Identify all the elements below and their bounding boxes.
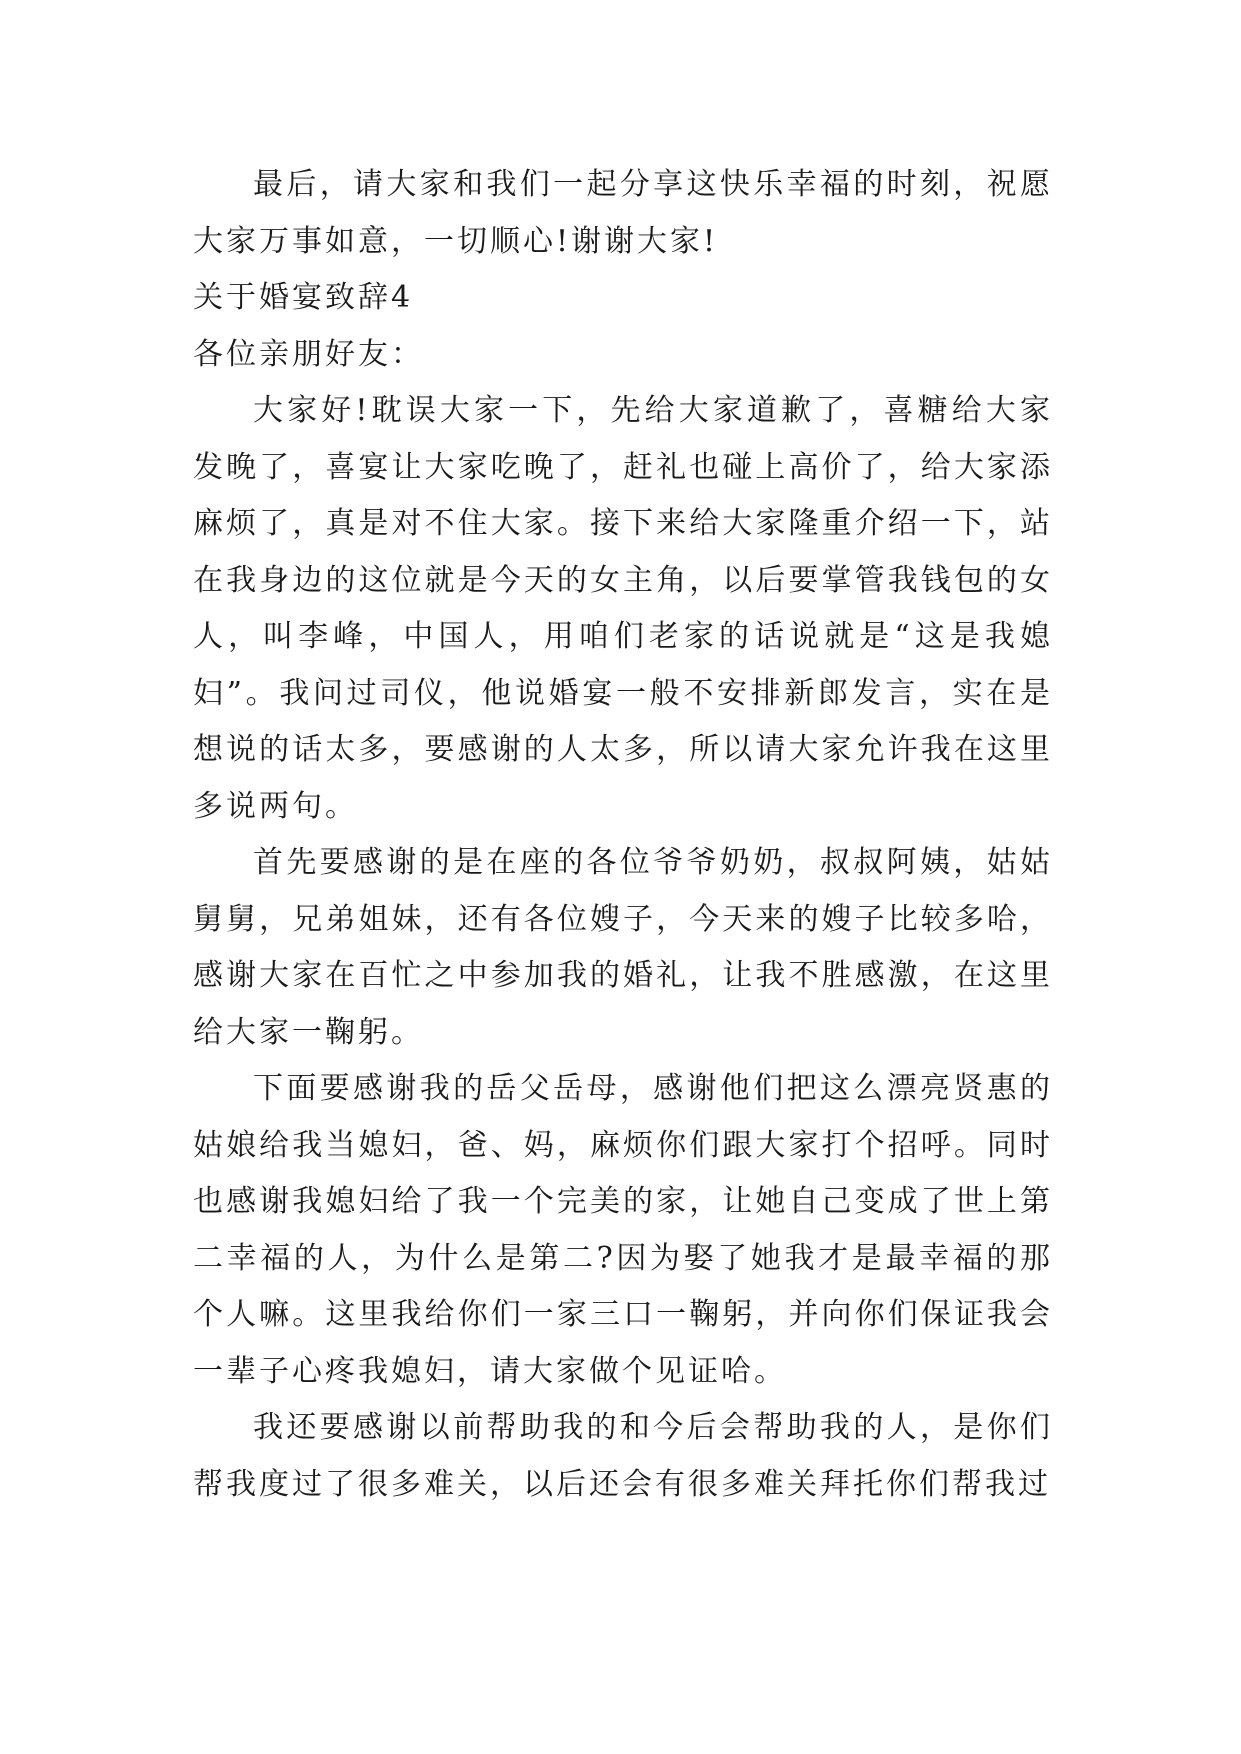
document-page (193, 157, 1053, 1513)
salutation: 各位亲朋好友： (193, 336, 424, 372)
body-paragraph: 首先要感谢的是在座的各位爷爷奶奶，叔叔阿姨，姑姑舅舅，兄弟姐妹，还有各位嫂子，今天来的嫂子比较多哈，感谢大家在百忙之中参加我的婚礼，让我不胜感激，在这里给大家一鞠躬。 (193, 845, 1053, 1050)
closing-paragraph: 最后，请大家和我们一起分享这快乐幸福的时刻，祝愿大家万事如意，一切顺心!谢谢大家! (193, 167, 1053, 259)
body-paragraph: 下面要感谢我的岳父岳母，感谢他们把这么漂亮贤惠的姑娘给我当媳妇，爸、妈，麻烦你们跟大家打个招呼。同时也感谢我媳妇给了我一个完美的家，让她自己变成了世上第二幸福的人，为什么是第二?因为娶了她我才是最幸福的那个人嘛。这里我给你们一家三口一鞠躬，并向你们保证我会一辈子心疼我媳妇，请大家做个见证哈。 (193, 1071, 1053, 1389)
section-heading: 关于婚宴致辞4 (193, 280, 414, 315)
body-paragraph: 我还要感谢以前帮助我的和今后会帮助我的人，是你们帮我度过了很多难关，以后还会有很多难关拜托你们帮我过 (193, 1410, 1053, 1502)
body-paragraph: 大家好!耽误大家一下，先给大家道歉了，喜糖给大家发晚了，喜宴让大家吃晚了，赶礼也碰上高价了，给大家添麻烦了，真是对不住大家。接下来给大家隆重介绍一下，站在我身边的这位就是今天的女主角，以后要掌管我钱包的女人，叫李峰，中国人，用咱们老家的话说就是“这是我媳妇”。我问过司仪，他说婚宴一般不安排新郎发言，实在是想说的话太多，要感谢的人太多，所以请大家允许我在这里多说两句。 (193, 393, 1053, 824)
